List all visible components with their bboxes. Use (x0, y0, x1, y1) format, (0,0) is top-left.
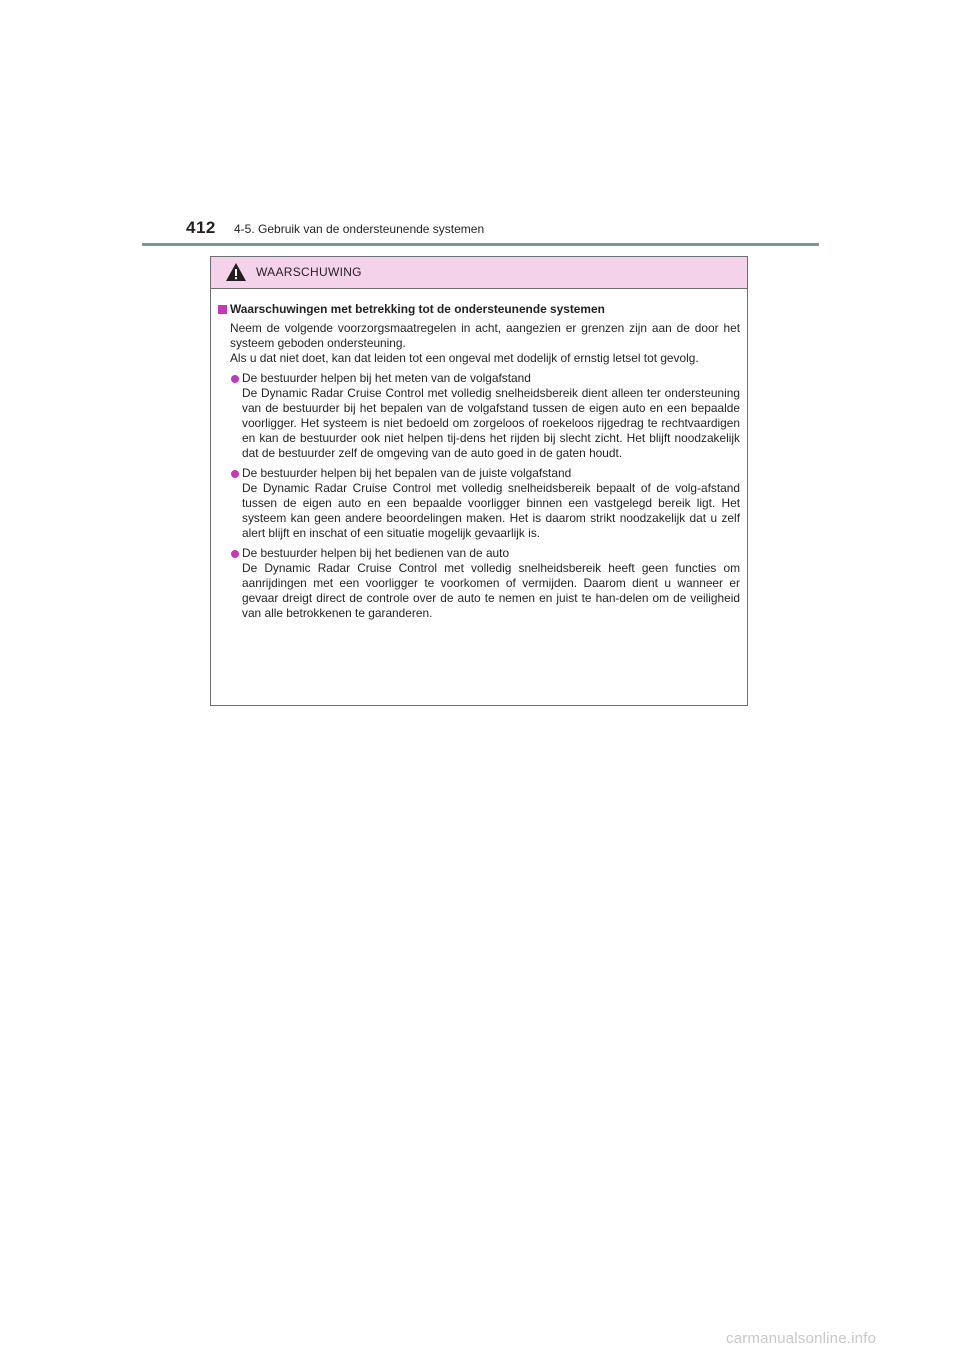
square-bullet-icon (218, 305, 227, 314)
warning-header (211, 257, 747, 289)
bullet-title: De bestuurder helpen bij het bedienen van de auto (242, 546, 510, 560)
warning-label: WAARSCHUWING (256, 265, 362, 279)
bullet-text: De Dynamic Radar Cruise Control met volledig snelheidsbereik dient alleen ter ondersteuning van de bestuurder bij het bepalen van de volgafstand tussen de eigen auto en een bepaalde voorligger. Het systeem is niet bedoeld om zorgeloos of roekeloos rijgedrag te rechtvaardigen en kan de bestuurder ook niet helpen tij-dens het rijden bij slecht zicht. Het blijft noodzakelijk dat de bestuurder zelf de omgeving van de auto goed in de gaten houdt. (242, 386, 740, 460)
bullet-title: De bestuurder helpen bij het bepalen van de juiste volgafstand (242, 466, 572, 480)
warning-intro (218, 321, 740, 366)
bullet-item (218, 371, 740, 461)
warning-body (211, 289, 747, 621)
watermark: carmanualsonline.info (726, 1330, 877, 1347)
page-number: 412 (186, 218, 216, 237)
warning-heading-text: Waarschuwingen met betrekking tot de ondersteunende systemen (230, 302, 605, 316)
bullet-item (218, 546, 740, 621)
warning-triangle-icon (225, 262, 247, 282)
intro-paragraph-1: Neem de volgende voorzorgsmaatregelen in acht, aangezien er grenzen zijn aan de door het systeem geboden ondersteuning. (230, 321, 740, 350)
warning-box (210, 256, 748, 706)
bullet-title: De bestuurder helpen bij het meten van de volgafstand (242, 371, 531, 385)
round-bullet-icon (231, 550, 239, 558)
round-bullet-icon (231, 470, 239, 478)
bullet-text: De Dynamic Radar Cruise Control met volledig snelheidsbereik bepaalt of de volg-afstand tussen de eigen auto en een bepaalde voorligger binnen een vastgelegd bereik ligt. Het systeem kan geen andere beoordelingen maken. Het is daarom strikt noodzakelijk dat u zelf alert blijft en inschat of een situatie mogelijk gevaarlijk is. (242, 481, 740, 540)
intro-paragraph-2: Als u dat niet doet, kan dat leiden tot een ongeval met dodelijk of ernstig letsel tot gevolg. (230, 351, 699, 365)
header-rule (142, 243, 819, 246)
round-bullet-icon (231, 375, 239, 383)
bullet-text: De Dynamic Radar Cruise Control met volledig snelheidsbereik heeft geen functies om aanrijdingen met een voorligger te voorkomen of vermijden. Daarom dient u wanneer er gevaar dreigt direct de controle over de auto te nemen en juist te han-delen om de veiligheid van alle betrokkenen te garanderen. (242, 561, 740, 620)
warning-heading (218, 302, 740, 317)
bullet-item (218, 466, 740, 541)
section-title: 4-5. Gebruik van de ondersteunende systemen (234, 222, 485, 236)
